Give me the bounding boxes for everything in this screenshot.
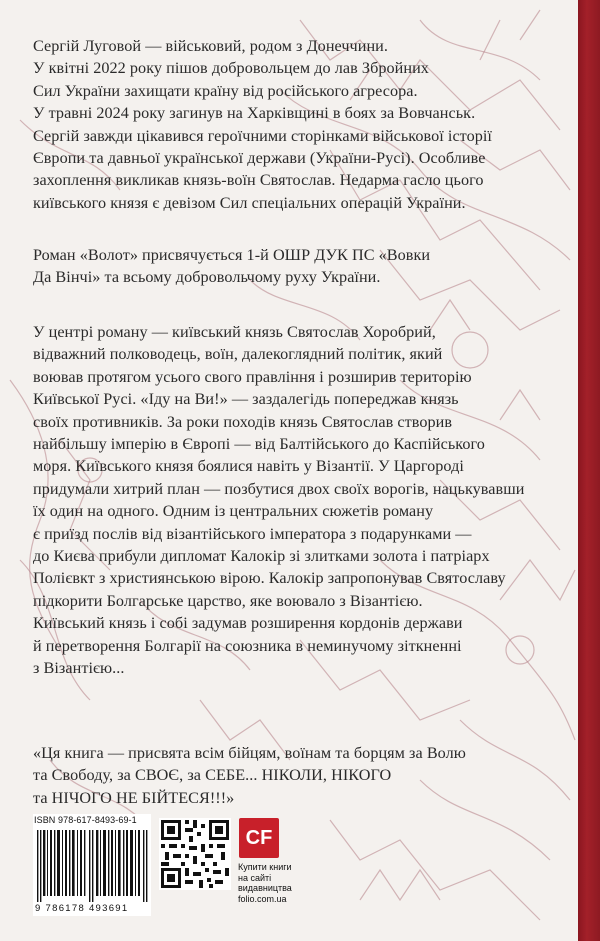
bio-line: Сил України захищати країну від російського агресора. xyxy=(33,81,418,100)
barcode-icon xyxy=(35,830,151,902)
isbn-label: ISBN 978-617-8493-69-1 xyxy=(34,815,137,825)
dedication-line: Да Вінчі» та всьому добровольчому руху України. xyxy=(33,268,381,287)
synopsis-line: Київський князь і собі задумав розширення кордонів держави xyxy=(33,614,463,633)
book-synopsis xyxy=(33,321,533,680)
synopsis-line: з Візантією... xyxy=(33,659,125,678)
bio-line: захоплення викликав князь-воїн Святослав. Недарма гасло цього xyxy=(33,171,484,190)
synopsis-line: підкорити Болгарське царство, яке воювало з Візантією. xyxy=(33,591,423,610)
bio-line: У травні 2024 року загинув на Харківщині в боях за Вовчанськ. xyxy=(33,104,476,123)
publisher-website-link[interactable]: folio.com.ua xyxy=(238,893,287,904)
buy-text-line: видавництва xyxy=(238,883,292,893)
synopsis-line: воював протягом усього свого правління і розширив територію xyxy=(33,367,472,386)
bio-line: Сергій Луговой — військовий, родом з Донеччини. xyxy=(33,37,388,55)
barcode-digits: 9 786178 493691 xyxy=(35,903,129,914)
spine-red-strip xyxy=(578,0,600,941)
synopsis-line: й перетворення Болгарії на союзника в неминучому зіткненні xyxy=(33,636,462,655)
publisher-buy-text xyxy=(238,862,298,904)
synopsis-line: є приїзд послів від візантійського імператора з подарунками — xyxy=(33,524,472,543)
synopsis-line: придумали хитрий план — позбутися двох своїх ворогів, нацькувавши xyxy=(33,479,525,498)
dedication-line: Роман «Волот» присвячується 1-й ОШР ДУК ПС «Вовки xyxy=(33,246,431,264)
buy-text-line: на сайті xyxy=(238,872,272,883)
synopsis-line: Київської Русі. «Іду на Ви!» — заздалегідь попереджав князь xyxy=(33,390,459,409)
synopsis-line: їх один на одного. Одним із центральних сюжетів роману xyxy=(33,502,434,521)
synopsis-line: моря. Київського князя боялися навіть у Візантії. У Царгороді xyxy=(33,457,464,476)
book-dedication xyxy=(33,244,533,289)
bio-line: київського князя є девізом Сил спеціальних операцій України. xyxy=(33,193,466,212)
quote-line: «Ця книга — присвята всім бійцям, воїнам та борцям за Волю xyxy=(33,744,466,762)
bio-line: Сергій завжди цікавився героїчними сторінками військової історії xyxy=(33,126,492,145)
bio-line: Європи та давньої української держави (України-Русі). Особливе xyxy=(33,149,486,168)
synopsis-line: відважний полководець, воїн, далекоглядний політик, який xyxy=(33,345,443,364)
book-quote xyxy=(33,742,533,809)
synopsis-line: У центрі роману — київський князь Святослав Хоробрий, xyxy=(33,323,436,341)
synopsis-line: своїх противників. За роки походів князь Святослав створив xyxy=(33,412,453,431)
buy-text-line: Купити книги xyxy=(238,862,292,872)
quote-line: та НІЧОГО НЕ БІЙТЕСЯ!!!» xyxy=(33,788,235,807)
synopsis-line: найбільшу імперію в Європі — від Балтійського до Каспійського xyxy=(33,435,485,454)
author-bio xyxy=(33,35,533,214)
quote-line: та Свободу, за СВОЄ, за СЕБЕ... НІКОЛИ, НІКОГО xyxy=(33,766,392,785)
bio-line: У квітні 2022 року пішов добровольцем до лав Збройних xyxy=(33,59,429,78)
synopsis-line: Полієвкт з християнською вірою. Калокір запропонував Святославу xyxy=(33,569,506,588)
synopsis-line: до Києва прибули дипломат Калокір зі злитками золота і патріарх xyxy=(33,547,490,566)
publisher-logo: CF xyxy=(239,818,279,858)
qr-code-icon[interactable] xyxy=(159,818,231,890)
